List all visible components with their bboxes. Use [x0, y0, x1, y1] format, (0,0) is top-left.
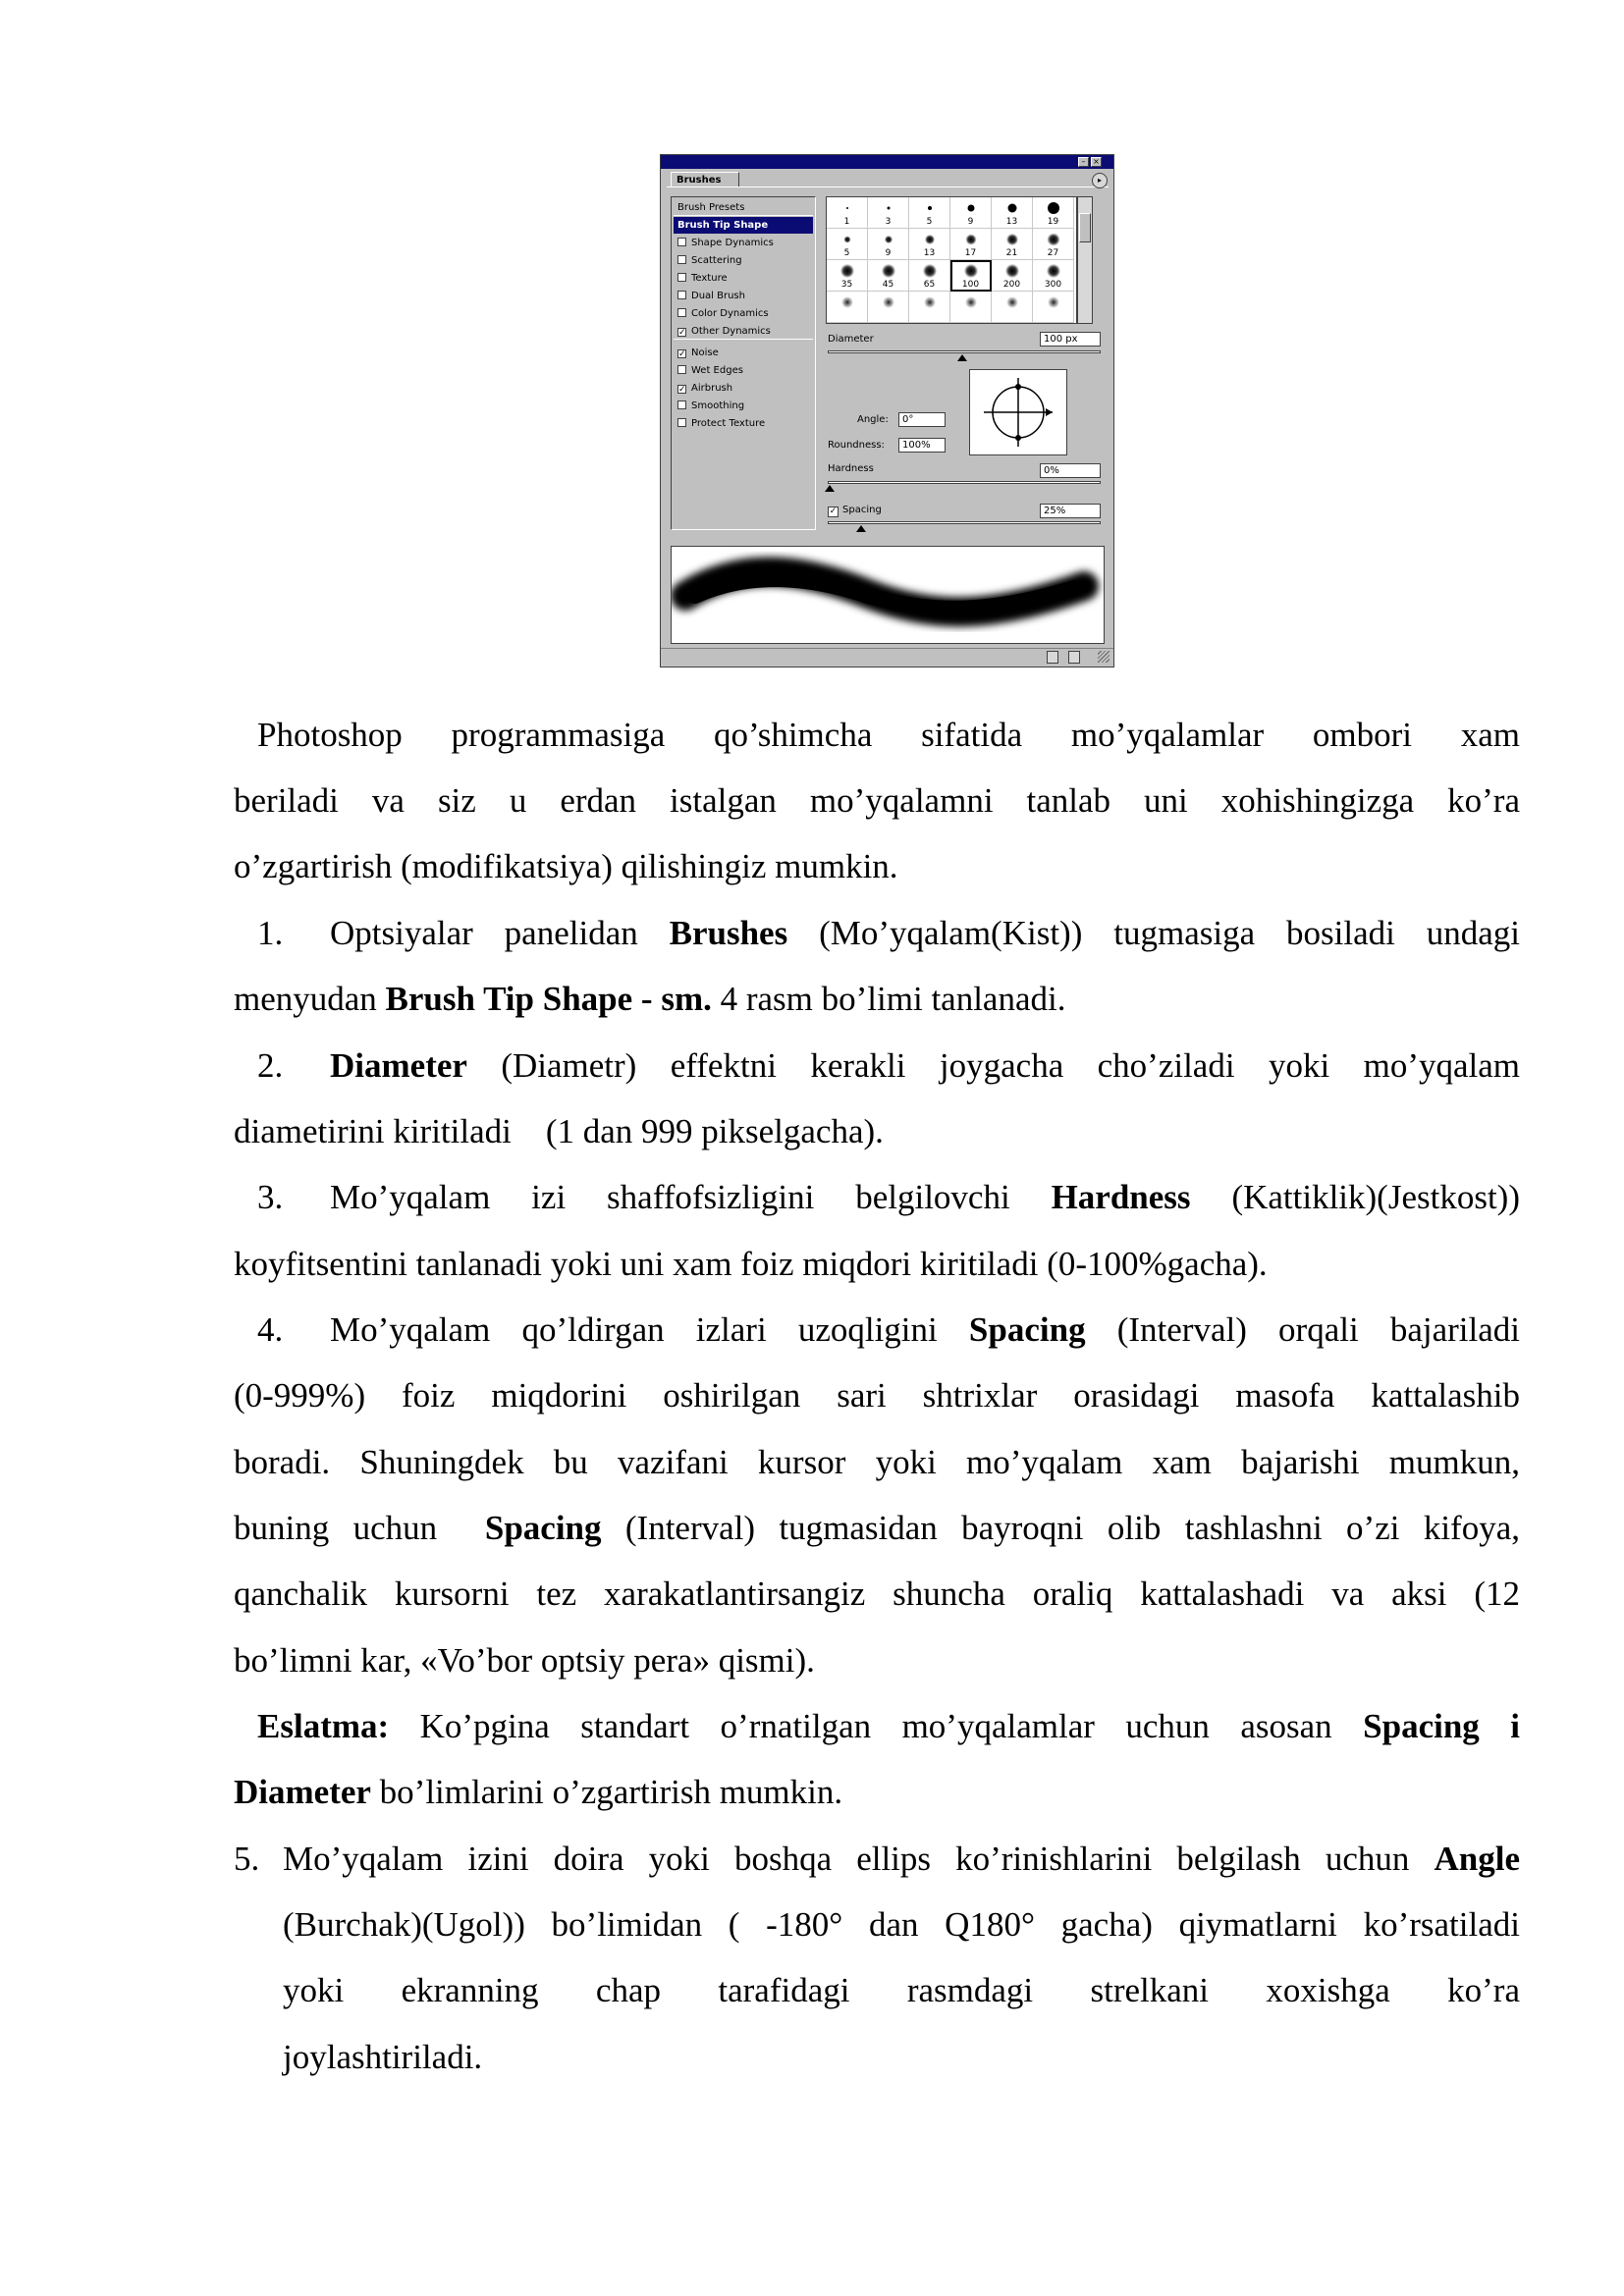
brush-size-label: 5 [843, 248, 850, 258]
checkbox[interactable]: ✓ [678, 349, 686, 359]
tab-brushes[interactable]: Brushes [671, 172, 739, 187]
checkbox[interactable]: ✓ [678, 328, 686, 338]
item4-line4: buning uchun Spacing (Interval) tugmasidan bayroqni olib tashlashni o’zi kifoya, [234, 1509, 1520, 1547]
brushes-panel [660, 154, 1114, 667]
brush-option-label: Texture [691, 273, 728, 284]
brush-size-label: 3 [885, 217, 892, 227]
brush-option-color-dynamics[interactable] [674, 305, 813, 322]
brush-size-label: 21 [1005, 248, 1018, 258]
brush-stroke-image [672, 547, 1104, 643]
paragraph-intro-line2: beriladi va siz u erdan istalgan mo’yqalamni tanlab uni xohishingizga ko’ra [234, 781, 1520, 820]
brush-option-scattering[interactable] [674, 252, 813, 269]
brush-option-brush-presets[interactable] [674, 199, 813, 216]
checkbox[interactable]: ✓ [678, 385, 686, 395]
item4-line5: qanchalik kursorni tez xarakatlantirsangiz shuncha oraliq kattalashadi va aksi (12 [234, 1575, 1520, 1613]
brush-tip-preset[interactable] [1033, 229, 1074, 260]
spacing-slider-knob[interactable] [856, 525, 866, 532]
brush-tip-icon [882, 264, 895, 278]
spacing-field[interactable]: 25% [1040, 504, 1101, 518]
brush-option-airbrush[interactable] [674, 380, 813, 397]
hardness-label: Hardness [828, 463, 874, 474]
brush-tip-preset[interactable] [868, 229, 909, 260]
roundness-field[interactable]: 100% [898, 438, 946, 453]
brush-tip-preset[interactable] [992, 260, 1033, 292]
item1-line1: Optsiyalar panelidan Brushes (Mo’yqalam(Kist)) tugmasiga bosiladi undagi [330, 914, 1520, 952]
resize-grip-icon[interactable] [1098, 651, 1110, 663]
brush-size-label: 9 [885, 248, 892, 258]
checkbox[interactable] [677, 273, 686, 282]
brush-option-label: Wet Edges [691, 365, 743, 376]
brush-option-label: Brush Presets [677, 202, 745, 213]
item5-line3: yoki ekranning chap tarafidagi rasmdagi strelkani xoxishga ko’ra [283, 1971, 1520, 2009]
brush-tip-preset[interactable] [950, 292, 992, 323]
item5-line4: joylashtiriladi. [283, 2038, 483, 2076]
brush-tip-preset[interactable] [868, 292, 909, 323]
checkbox[interactable] [677, 308, 686, 317]
brush-tip-grid [826, 196, 1077, 324]
item4-line6: bo’limni kar, «Vo’bor optsiy pera» qismi). [234, 1641, 815, 1680]
brush-tip-icon [887, 207, 890, 210]
diameter-label: Diameter [828, 334, 874, 345]
diameter-field[interactable]: 100 px [1040, 332, 1101, 347]
brush-size-label: 1 [843, 217, 850, 227]
brush-tip-icon [964, 264, 978, 278]
item2-number: 2. [257, 1046, 284, 1085]
item3-line1: Mo’yqalam izi shaffofsizligini belgilovchi Hardness (Kattiklik)(Jestkost)) [330, 1178, 1520, 1216]
brush-tip-icon [1005, 264, 1019, 278]
brush-tip-icon [928, 206, 932, 210]
brush-option-label: Smoothing [691, 400, 745, 411]
brush-size-label: 5 [926, 217, 933, 227]
brush-tip-preset[interactable] [950, 197, 992, 229]
panel-bottom-bar [661, 648, 1113, 667]
minimize-button[interactable]: – [1078, 157, 1089, 167]
item1-number: 1. [257, 914, 284, 952]
brush-tip-icon [885, 236, 893, 243]
spacing-slider[interactable] [828, 521, 1101, 524]
note-line2: Diameter bo’limlarini o’zgartirish mumkin. [234, 1773, 843, 1811]
angle-roundness-preview[interactable] [969, 369, 1067, 455]
brush-option-shape-dynamics[interactable] [674, 235, 813, 251]
brush-tip-icon [1048, 202, 1059, 214]
brush-size-label: 9 [967, 217, 974, 227]
hardness-field[interactable]: 0% [1040, 463, 1101, 478]
brush-tip-preset[interactable] [868, 197, 909, 229]
brush-tip-icon [924, 296, 936, 308]
new-brush-icon[interactable] [1047, 651, 1058, 664]
note-line1: Eslatma: Ko’pgina standart o’rnatilgan mo’yqalamlar uchun asosan Spacing i [257, 1707, 1520, 1745]
brush-size-label: 45 [882, 280, 894, 290]
brush-option-other-dynamics[interactable] [674, 323, 813, 340]
brush-tip-icon [923, 264, 937, 278]
brush-size-label: 13 [923, 248, 936, 258]
checkbox[interactable] [677, 400, 686, 409]
spacing-label: Spacing [842, 505, 882, 515]
hardness-slider[interactable] [828, 481, 1101, 484]
brush-size-label: 300 [1044, 280, 1062, 290]
brush-option-label: Brush Tip Shape [677, 220, 769, 231]
brush-size-label: 17 [964, 248, 977, 258]
brush-tip-preset[interactable] [909, 260, 950, 292]
angle-label: Angle: [857, 414, 889, 425]
brush-option-dual-brush[interactable] [674, 288, 813, 304]
panel-menu-arrow-icon[interactable]: ▸ [1092, 173, 1108, 188]
brush-size-label: 35 [840, 280, 853, 290]
close-button[interactable]: × [1091, 157, 1102, 167]
item3-line2: koyfitsentini tanlanadi yoki uni xam foiz miqdori kiritiladi (0-100%gacha). [234, 1245, 1268, 1283]
brush-option-label: Dual Brush [691, 291, 745, 301]
angle-field[interactable]: 0° [898, 412, 946, 427]
brush-tip-preset[interactable] [909, 229, 950, 260]
item2-line1: Diameter (Diametr) effektni kerakli joygacha cho’ziladi yoki mo’yqalam [330, 1046, 1520, 1085]
item3-number: 3. [257, 1178, 284, 1216]
checkbox[interactable] [677, 365, 686, 374]
checkbox[interactable] [677, 291, 686, 299]
brush-tip-preset[interactable] [1033, 260, 1074, 292]
trash-icon[interactable] [1068, 651, 1080, 664]
brush-tip-icon [883, 296, 894, 308]
brush-tip-preset[interactable] [827, 260, 868, 292]
brush-tip-icon [1006, 234, 1018, 245]
brush-tip-icon [925, 235, 935, 244]
brush-tip-preset[interactable] [827, 229, 868, 260]
brush-tip-icon [846, 207, 848, 209]
brush-tip-icon [1047, 264, 1060, 278]
brush-option-label: Scattering [691, 255, 742, 266]
item5-line1: Mo’yqalam izini doira yoki boshqa ellips ko’rinishlarini belgilash uchun Angle [283, 1840, 1520, 1878]
item2-line2: diametirini kiritiladi (1 dan 999 pikselgacha). [234, 1112, 884, 1150]
brush-size-label: 13 [1005, 217, 1018, 227]
diameter-slider[interactable] [828, 350, 1101, 353]
brush-tip-preset[interactable] [868, 260, 909, 292]
item4-line3: boradi. Shuningdek bu vazifani kursor yoki mo’yqalam xam bajarishi mumkun, [234, 1443, 1520, 1481]
brush-grid-scrollbar[interactable] [1077, 196, 1093, 324]
brush-option-smoothing[interactable] [674, 398, 813, 414]
brush-tip-icon [840, 264, 854, 278]
paragraph-intro-line1: Photoshop programmasiga qo’shimcha sifatida mo’yqalamlar ombori xam [257, 716, 1520, 754]
brush-size-label: 100 [961, 280, 980, 290]
brush-option-protect-texture[interactable] [674, 415, 813, 432]
angle-crosshair-icon[interactable] [970, 370, 1066, 454]
brush-tip-preset[interactable] [827, 197, 868, 229]
brush-option-label: Shape Dynamics [691, 238, 774, 248]
brush-tip-icon [967, 205, 974, 212]
brush-tip-preset[interactable] [992, 292, 1033, 323]
hardness-slider-knob[interactable] [825, 485, 835, 492]
brush-size-label: 27 [1047, 248, 1059, 258]
brush-tip-icon [843, 237, 850, 243]
paragraph-intro-line3: o’zgartirish (modifikatsiya) qilishingiz mumkin. [234, 847, 898, 885]
checkbox[interactable] [677, 238, 686, 246]
diameter-slider-knob[interactable] [957, 354, 967, 361]
brush-tip-preset[interactable] [992, 229, 1033, 260]
brush-tip-preset[interactable] [827, 292, 868, 323]
roundness-label: Roundness: [828, 440, 885, 451]
brush-tip-icon [1006, 296, 1018, 308]
brush-tip-preset[interactable] [950, 229, 992, 260]
brush-stroke-preview [671, 546, 1105, 644]
scrollbar-thumb[interactable] [1079, 213, 1091, 242]
spacing-row[interactable] [828, 505, 882, 517]
brush-option-label: Other Dynamics [691, 326, 771, 337]
brush-tip-preset[interactable] [909, 197, 950, 229]
brush-option-brush-tip-shape[interactable] [674, 217, 813, 234]
brush-option-label: Protect Texture [691, 418, 766, 429]
brush-option-noise[interactable] [674, 345, 813, 361]
brush-options-list [671, 196, 816, 530]
item4-line2: (0-999%) foiz miqdorini oshirilgan sari shtrixlar orasidagi masofa kattalashib [234, 1376, 1520, 1415]
brush-tip-icon [965, 235, 976, 245]
brush-option-wet-edges[interactable] [674, 362, 813, 379]
brush-tip-preset[interactable] [992, 197, 1033, 229]
brush-tip-preset[interactable] [950, 260, 992, 292]
brush-option-label: Noise [691, 347, 719, 358]
brush-tip-icon [1007, 204, 1016, 213]
item4-number: 4. [257, 1310, 284, 1349]
brush-tip-preset[interactable] [909, 292, 950, 323]
item5-line2: (Burchak)(Ugol)) bo’limidan ( -180° dan Q180° gacha) qiymatlarni ko’rsatiladi [283, 1905, 1520, 1944]
brush-size-label: 200 [1002, 280, 1021, 290]
brush-tip-icon [841, 296, 853, 308]
brush-tip-preset[interactable] [1033, 292, 1074, 323]
checkbox[interactable] [677, 255, 686, 264]
item1-line2: menyudan Brush Tip Shape - sm. 4 rasm bo’limi tanlanadi. [234, 980, 1066, 1018]
item5-number: 5. [234, 1840, 260, 1878]
item4-line1: Mo’yqalam qo’ldirgan izlari uzoqligini Spacing (Interval) orqali bajariladi [330, 1310, 1520, 1349]
brush-option-texture[interactable] [674, 270, 813, 287]
brush-size-label: 65 [923, 280, 936, 290]
brush-tip-icon [1048, 296, 1059, 308]
brush-tip-icon [965, 296, 977, 308]
spacing-checkbox[interactable]: ✓ [829, 507, 838, 516]
checkbox[interactable] [677, 418, 686, 427]
brush-tip-icon [1047, 234, 1059, 246]
panel-title-bar [661, 155, 1113, 169]
brush-option-label: Airbrush [691, 383, 733, 394]
brush-size-label: 19 [1047, 217, 1059, 227]
brush-option-label: Color Dynamics [691, 308, 769, 319]
brush-tip-preset[interactable] [1033, 197, 1074, 229]
